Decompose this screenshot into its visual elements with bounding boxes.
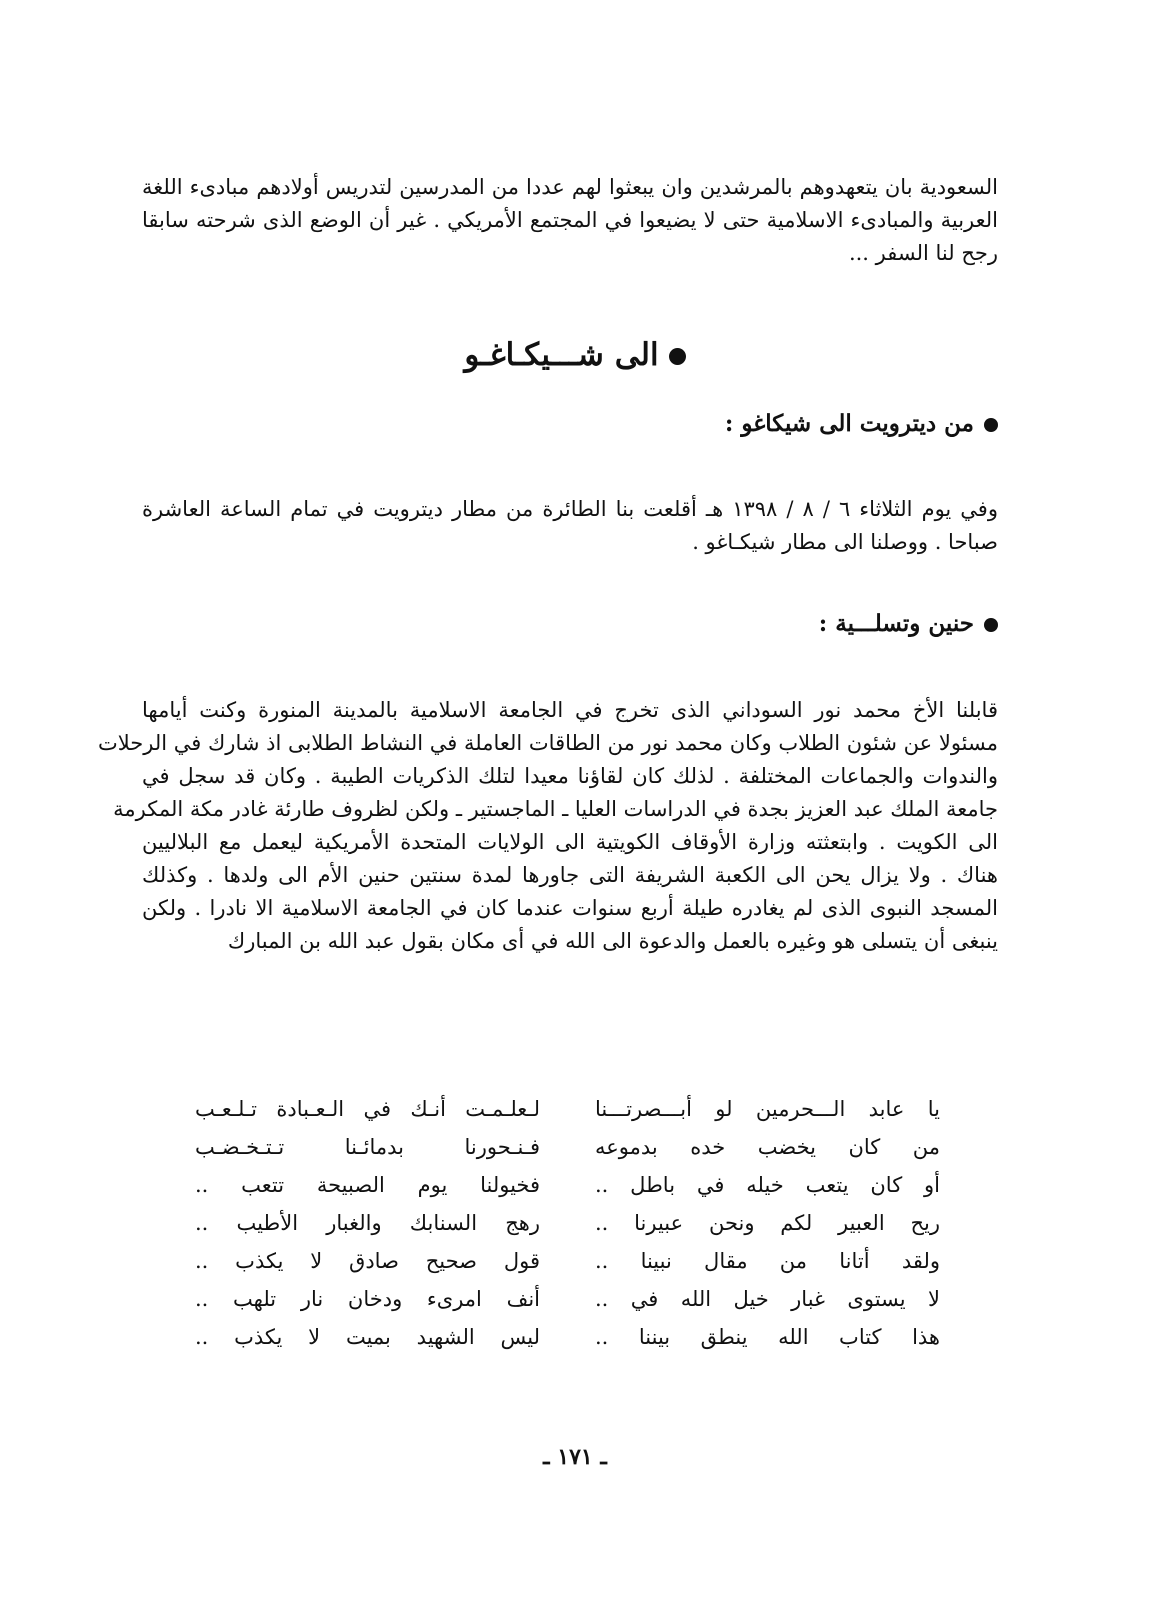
verse-first-hemistich: ولقد أتانا من مقال نبينا .. [595, 1249, 940, 1273]
verse-second-hemistich: فـنـحورنا بدمائـنا تـتـخـضـب [195, 1135, 540, 1159]
travel-line: وفي يوم الثلاثاء ٦ / ٨ / ١٣٩٨ هـ أقلعت بنا الطائرة من مطار ديترويت في تمام الساعة العاشرة [142, 497, 998, 521]
section-heading-text: حنين وتسلـــية : [818, 610, 974, 637]
intro-paragraph [142, 171, 998, 270]
verse-second-hemistich: قول صحيح صادق لا يكذب .. [195, 1249, 540, 1273]
intro-line: رجح لنا السفر ... [848, 241, 998, 265]
nostalgia-line: هناك . ولا يزال يحن الى الكعبة الشريفة التى جاورها لمدة سنتين حنين الأم الى ولدها . وكذلك [142, 863, 998, 887]
intro-line: السعودية بان يتعهدوهم بالمرشدين وان يبعثوا لهم عددا من المدرسين لتدريس أولادهم مبادىء اللغة [142, 175, 998, 199]
page-number: ـ ١٧١ ـ [543, 1444, 607, 1470]
bullet-icon [984, 418, 998, 432]
nostalgia-line: ينبغى أن يتسلى هو وغيره بالعمل والدعوة الى الله في أى مكان بقول عبد الله بن المبارك [227, 929, 998, 953]
section-heading-nostalgia [819, 610, 998, 637]
poem-verse [195, 1204, 940, 1242]
travel-line: صباحا . ووصلنا الى مطار شيكـاغو . [692, 530, 998, 554]
nostalgia-line: مسئولا عن شئون الطلاب وكان محمد نور من الطاقات العاملة في النشاط الطلابى اذ شارك في الرحلات [98, 731, 998, 755]
verse-first-hemistich: لا يستوى غبار خيل الله في .. [595, 1287, 940, 1311]
nostalgia-paragraph [98, 694, 998, 958]
poem-verse [195, 1242, 940, 1280]
nostalgia-line: جامعة الملك عبد العزيز بجدة في الدراسات العليا ـ الماجستير ـ ولكن لظروف طارئة غادر مكة المكرمة [113, 797, 998, 821]
section-heading-detroit [725, 410, 998, 437]
chapter-heading-text: الى شـــيكـاغـو [464, 337, 659, 373]
nostalgia-line: والندوات والجماعات المختلفة . لذلك كان لقاؤنا معيدا لتلك الذكريات الطيبة . وكان قد سجل في [142, 764, 998, 788]
poem-verse [195, 1318, 940, 1356]
nostalgia-line: المسجد النبوى الذى لم يغادره طيلة أربع سنوات عندما كان في الجامعة الاسلامية الا نادرا . ولكن [142, 896, 998, 920]
verse-second-hemistich: فخيولنا يوم الصبيحة تتعب .. [195, 1173, 540, 1197]
verse-second-hemistich: أنف امرىء ودخان نار تلهب .. [195, 1287, 540, 1311]
intro-line: العربية والمبادىء الاسلامية حتى لا يضيعوا في المجتمع الأمريكي . غير أن الوضع الذى شرحته سابقا [142, 208, 998, 232]
poem-verse [195, 1166, 940, 1204]
verse-second-hemistich: لـعلـمـت أنـك في الـعـبادة تـلـعـب [195, 1097, 540, 1121]
verse-first-hemistich: أو كان يتعب خيله في باطل .. [595, 1173, 940, 1197]
poem-verse [195, 1280, 940, 1318]
chapter-heading [0, 337, 1150, 373]
verse-first-hemistich: ريح العبير لكم ونحن عبيرنا .. [595, 1211, 940, 1235]
poem [195, 1090, 940, 1356]
verse-first-hemistich: هذا كتاب الله ينطق بيننا .. [595, 1325, 940, 1349]
verse-first-hemistich: من كان يخضب خده بدموعه [595, 1135, 940, 1159]
verse-second-hemistich: ليس الشهيد بميت لا يكذب .. [195, 1325, 540, 1349]
travel-paragraph [142, 493, 998, 559]
section-heading-text: من ديترويت الى شيكاغو : [724, 410, 974, 437]
poem-verse [195, 1090, 940, 1128]
bullet-icon [669, 348, 686, 365]
poem-verse [195, 1128, 940, 1166]
nostalgia-line: الى الكويت . وابتعثته وزارة الأوقاف الكويتية الى الولايات المتحدة الأمريكية ليعمل مع البلاليين [142, 830, 998, 854]
verse-first-hemistich: يا عابد الـــحرمين لو أبـــصرتـــنا [595, 1097, 940, 1121]
verse-second-hemistich: رهج السنابك والغبار الأطيب .. [195, 1211, 540, 1235]
bullet-icon [984, 618, 998, 632]
nostalgia-line: قابلنا الأخ محمد نور السوداني الذى تخرج في الجامعة الاسلامية بالمدينة المنورة وكنت أيامها [142, 698, 998, 722]
